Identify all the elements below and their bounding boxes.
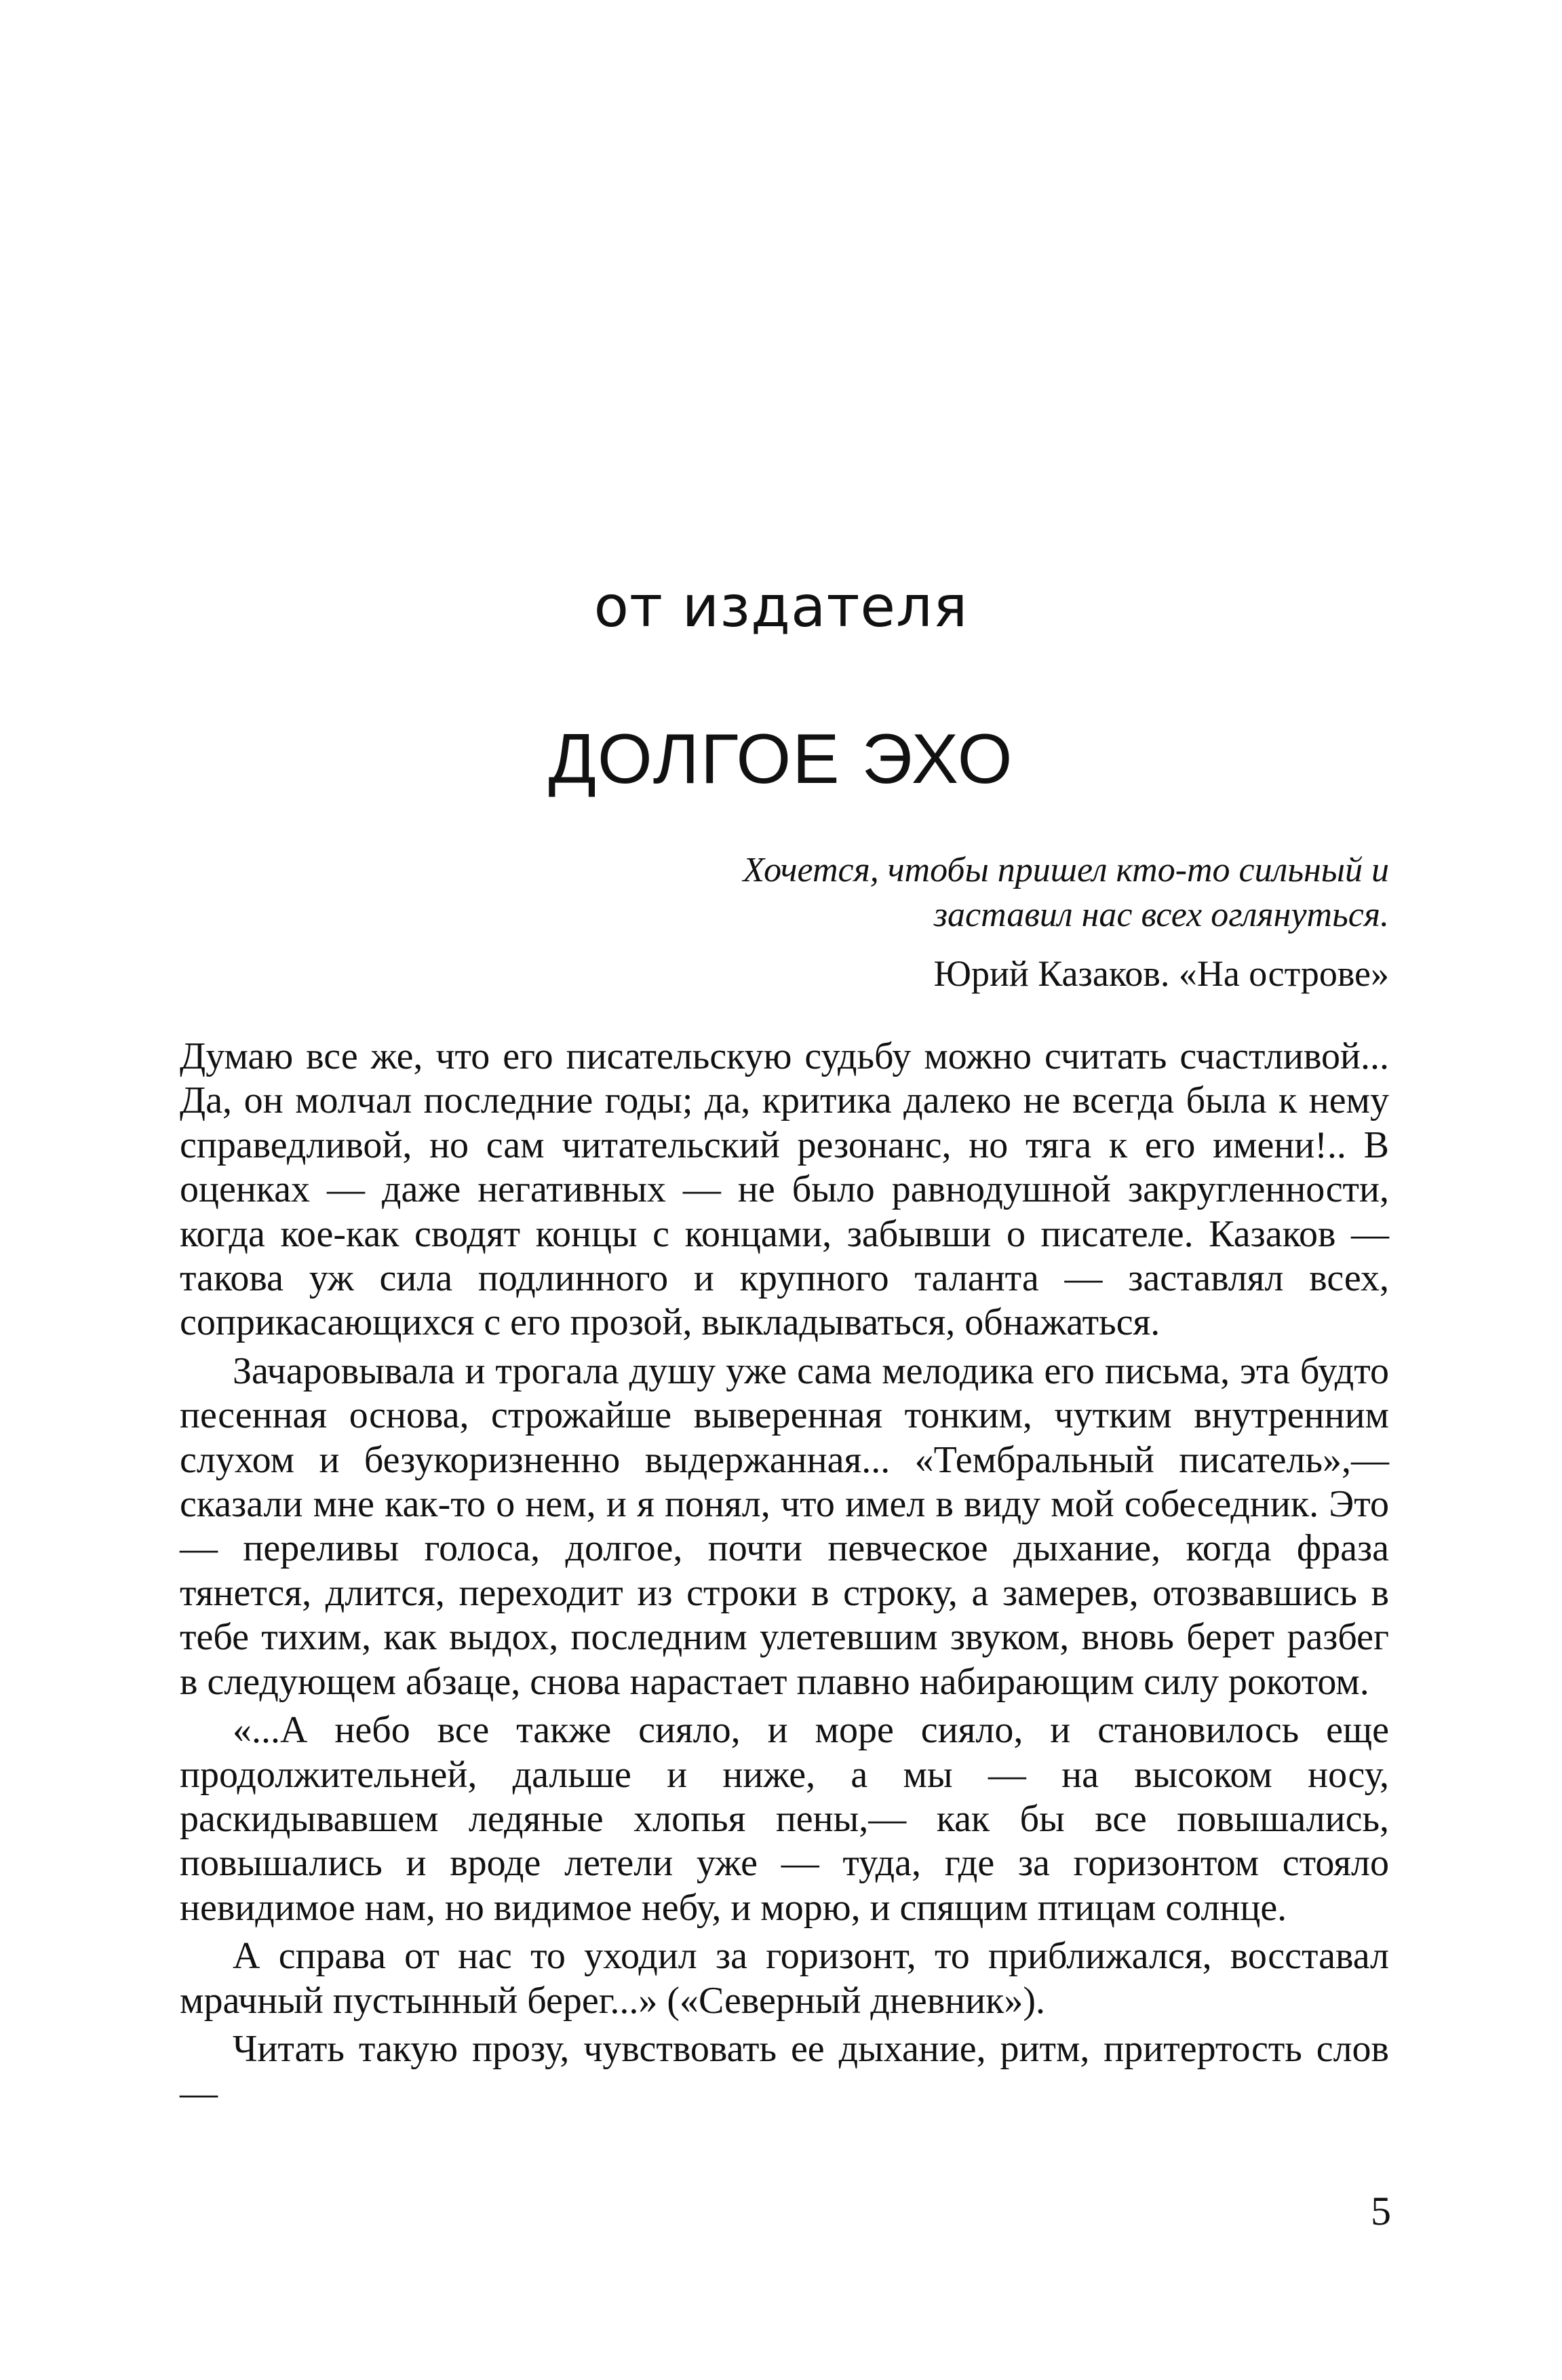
- paragraph-3: «...А небо все также сияло, и море сияло, и становилось еще продолжительней, дальше и ниже, а мы — на высоком носу, раскидывавшем ледяные хлопья пены,— как бы все повышались, повышались и вроде летели уже — туда, где за горизонтом стояло невидимое нам, но видимое небу, и морю, и спящим птицам солнце.: [180, 1709, 1389, 1929]
- page-number: 5: [1371, 2189, 1391, 2233]
- paragraph-1: Думаю все же, что его писательскую судьбу можно считать счастливой... Да, он молчал последние годы; да, критика далеко не всегда была к нему справедливой, но сам читательский резонанс, но тяга к его имени!.. В оценках — даже негативных — не было равнодушной закругленности, когда кое-как сводят концы с концами, забывши о писателе. Казаков — такова уж сила подлинного и крупного таланта — заставлял всех, соприкасающихся с его прозой, выкладываться, обнажаться.: [180, 1035, 1389, 1344]
- epigraph-source: Юрий Казаков. «На острове»: [933, 953, 1389, 994]
- paragraph-2: Зачаровывала и трогала душу уже сама мелодика его письма, эта будто песенная основа, строжайше выверенная тонким, чутким внутренним слухом и безукоризненно выдержанная... «Тембральный писатель»,— сказали мне как-то о нем, и я понял, что имел в виду мой собеседник. Это — переливы голоса, долгое, почти певческое дыхание, когда фраза тянется, длится, переходит из строки в строку, а замерев, отозвавшись в тебе тихим, как выдох, последним улетевшим звуком, вновь берет разбег в следующем абзаце, снова нарастает плавно набирающим силу рокотом.: [180, 1349, 1389, 1703]
- epigraph-quote: [609, 848, 1389, 938]
- body-text: [180, 1035, 1389, 2120]
- paragraph-5: Читать такую прозу, чувствовать ее дыхание, ритм, притертость слов —: [180, 2027, 1389, 2115]
- section-label: от издателя: [593, 573, 969, 640]
- epigraph-line-2: заставил нас всех оглянуться.: [933, 896, 1389, 934]
- epigraph-line-1: Хочется, чтобы пришел кто-то сильный и: [743, 851, 1389, 889]
- paragraph-4: А справа от нас то уходил за горизонт, то приближался, восставал мрачный пустынный берег...» («Северный дневник»).: [180, 1935, 1389, 2022]
- chapter-title: ДОЛГОЕ ЭХО: [548, 720, 1014, 799]
- epigraph: [609, 848, 1389, 996]
